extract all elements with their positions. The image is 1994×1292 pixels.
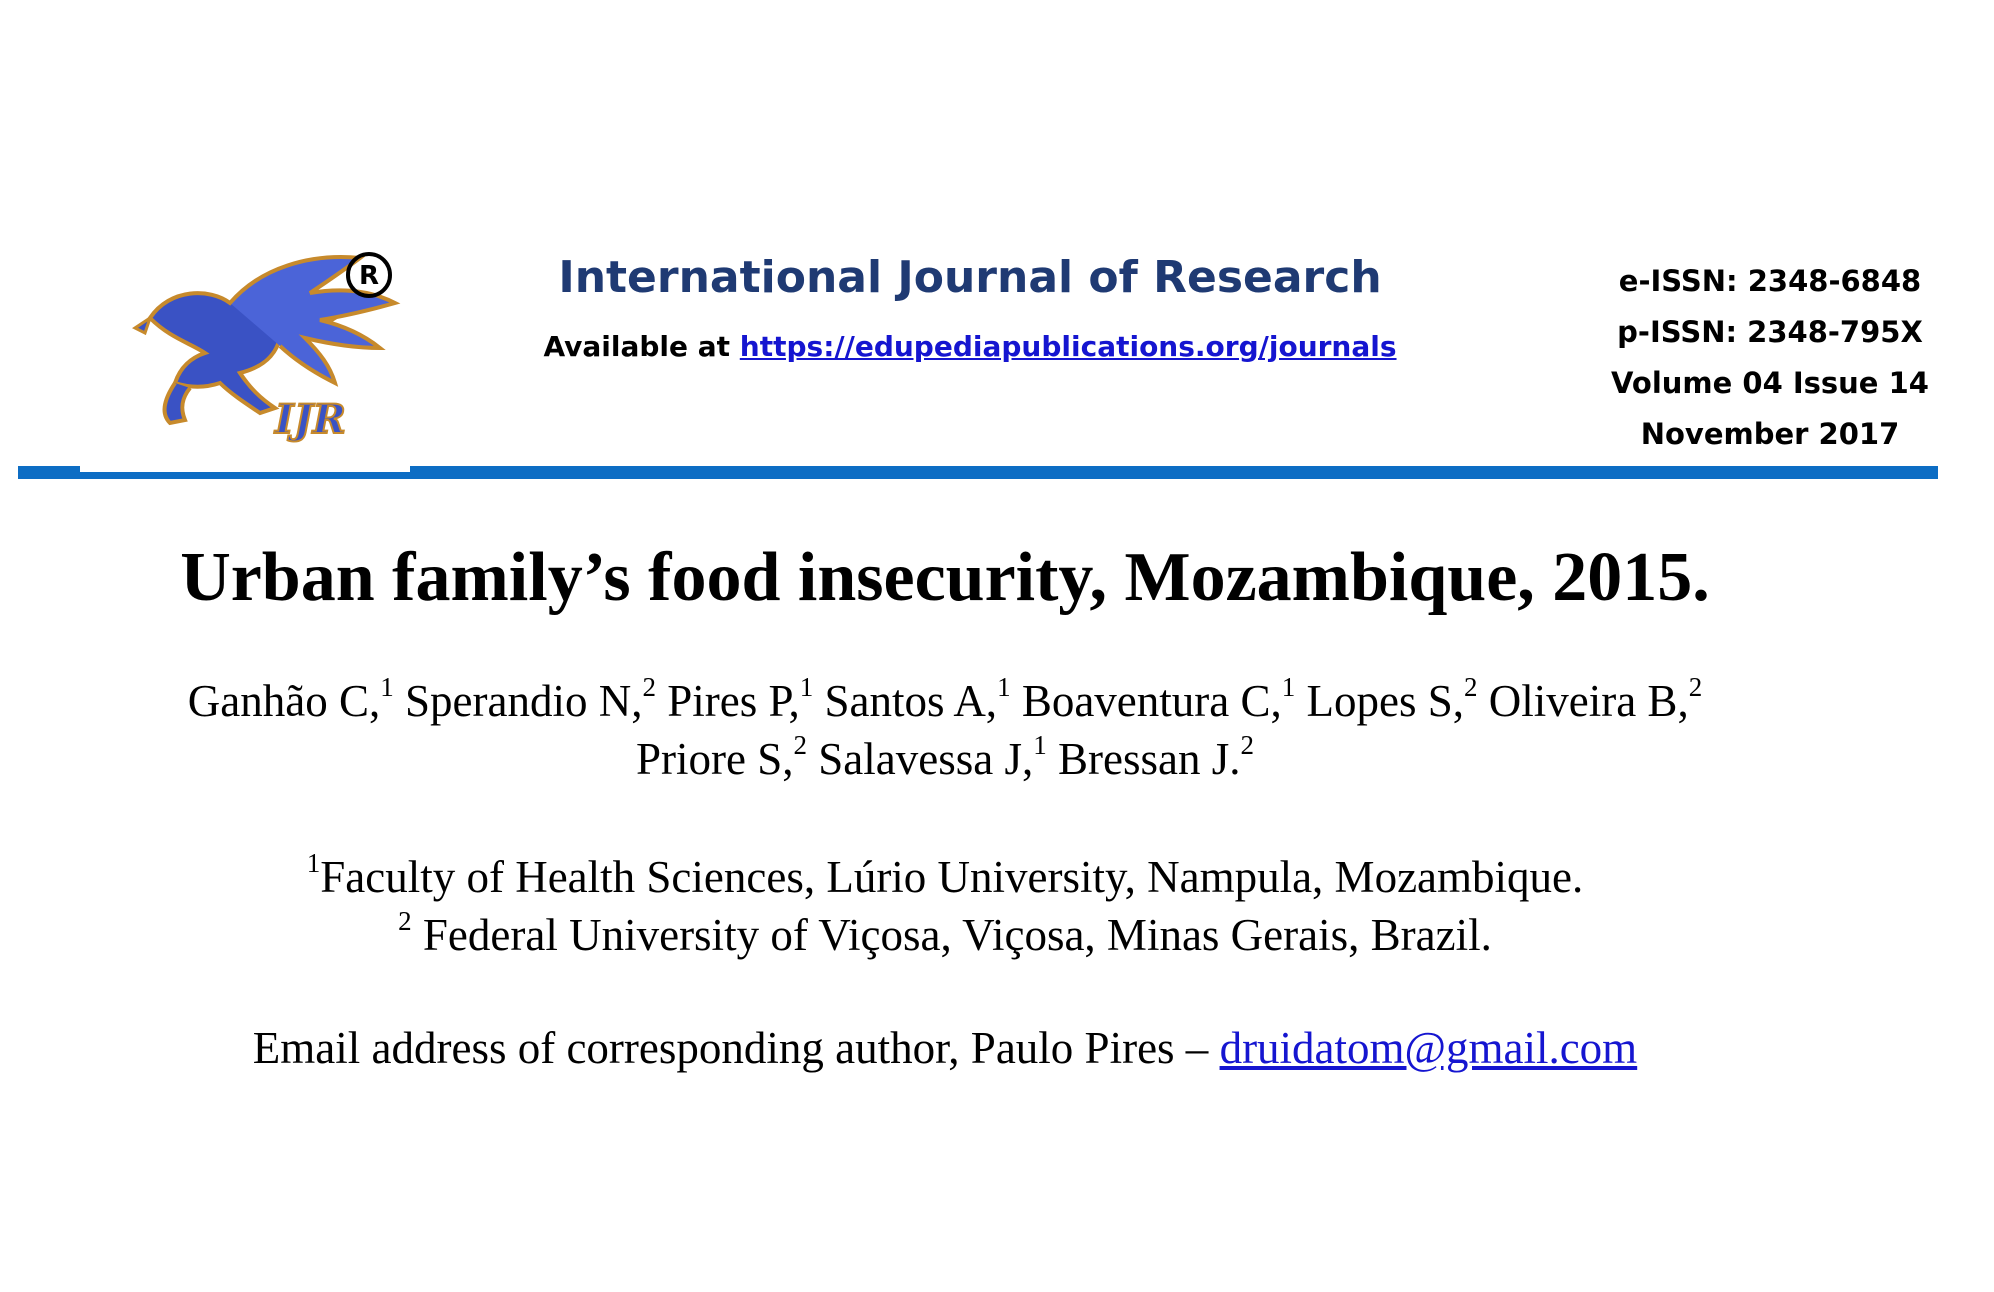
registered-mark-icon — [344, 250, 394, 300]
header-divider-notch — [80, 466, 410, 472]
author: Ganhão C, — [187, 676, 381, 726]
author-affiliation-mark: 1 — [380, 672, 394, 702]
affiliation-text: Federal University of Viçosa, Viçosa, Minas Gerais, Brazil. — [411, 910, 1492, 960]
issue-date: November 2017 — [1640, 417, 1900, 451]
journal-title: International Journal of Research — [558, 252, 1382, 303]
author: Bressan J. — [1046, 734, 1241, 784]
affiliation-1 — [0, 848, 1890, 906]
logo-text: IJR — [275, 396, 346, 443]
p-issn: p-ISSN: 2348-795X — [1617, 315, 1923, 349]
author: Boaventura C, — [1010, 676, 1282, 726]
availability-line — [400, 330, 1540, 363]
author-affiliation-mark: 1 — [1033, 730, 1047, 760]
author-affiliation-mark: 1 — [799, 672, 814, 702]
author-line-1 — [0, 672, 1890, 730]
author-affiliation-mark: 2 — [1464, 672, 1478, 702]
author-affiliation-mark: 2 — [1688, 672, 1703, 702]
author: Santos A, — [813, 676, 998, 726]
author-list — [0, 672, 1890, 788]
author: Sperandio N, — [393, 676, 643, 726]
author: Oliveira B, — [1477, 676, 1689, 726]
affiliation-mark: 1 — [306, 848, 321, 878]
volume-issue: Volume 04 Issue 14 — [1611, 366, 1929, 400]
issn-block — [1560, 256, 1980, 460]
author-affiliation-mark: 1 — [997, 672, 1011, 702]
affiliation-text: Faculty of Health Sciences, Lúrio University, Nampula, Mozambique. — [320, 852, 1584, 902]
author: Pires P, — [655, 676, 800, 726]
author-affiliation-mark: 2 — [793, 730, 808, 760]
author: Lopes S, — [1295, 676, 1464, 726]
journal-url-link[interactable]: https://edupediapublications.org/journals — [739, 330, 1397, 363]
author-affiliation-mark: 2 — [1240, 730, 1254, 760]
affiliations — [0, 848, 1890, 964]
availability-prefix: Available at — [543, 330, 740, 363]
author: Salavessa J, — [807, 734, 1034, 784]
affiliation-mark: 2 — [398, 906, 412, 936]
svg-text:R: R — [358, 261, 380, 291]
e-issn: e-ISSN: 2348-6848 — [1618, 264, 1922, 298]
corresponding-email-line — [0, 1022, 1890, 1074]
paper-title: Urban family’s food insecurity, Mozambique, 2015. — [180, 539, 1710, 616]
author-affiliation-mark: 1 — [1281, 672, 1296, 702]
author-line-2 — [0, 730, 1890, 788]
author: Priore S, — [636, 734, 794, 784]
email-link[interactable]: druidatom@gmail.com — [1219, 1023, 1638, 1073]
email-prefix: Email address of corresponding author, Paulo Pires – — [252, 1023, 1220, 1073]
affiliation-2 — [0, 906, 1890, 964]
author-affiliation-mark: 2 — [642, 672, 656, 702]
